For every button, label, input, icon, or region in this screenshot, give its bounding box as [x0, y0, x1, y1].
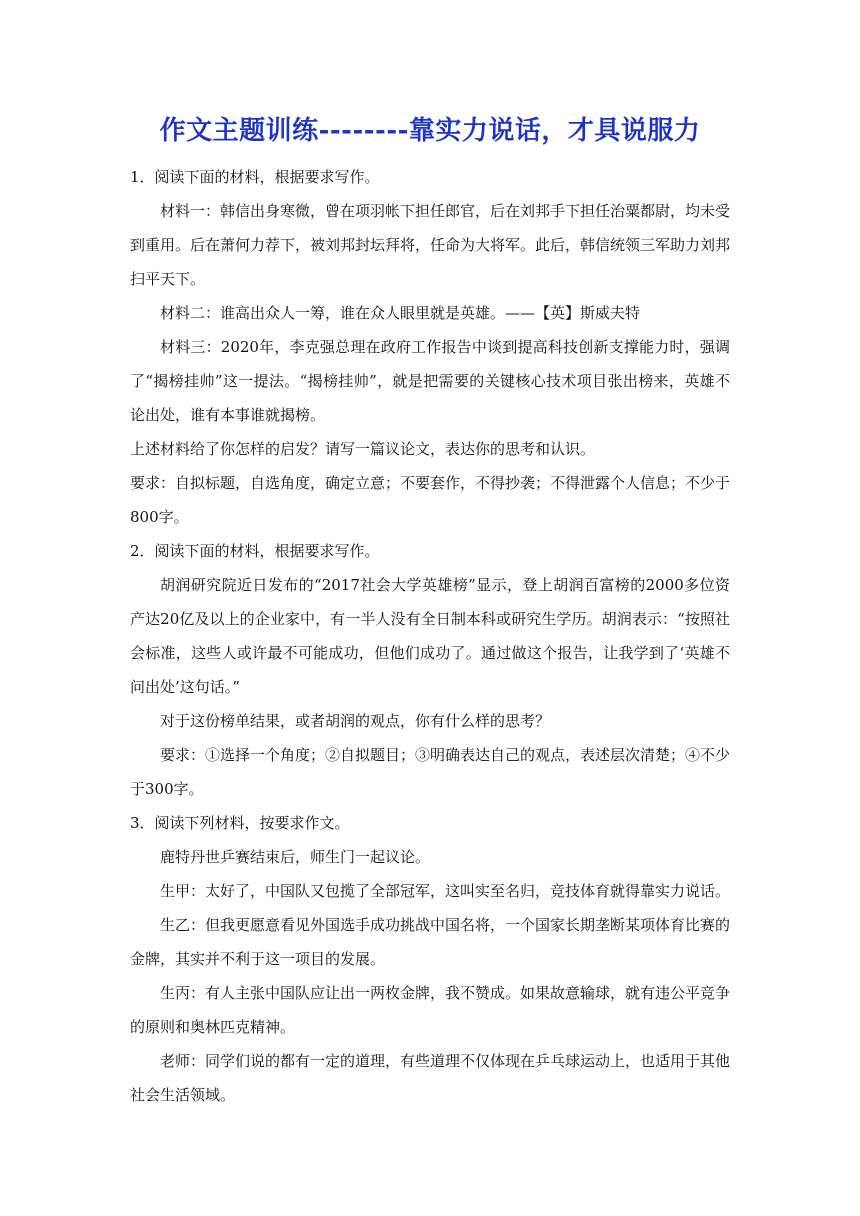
question-1-material-3: 材料三：2020年，李克强总理在政府工作报告中谈到提高科技创新支撑能力时，强调了“揭榜挂帅”这一提法。“揭榜挂帅”，就是把需要的关键核心技术项目张出榜来，英雄不论出处，谁有本事谁就揭榜。: [130, 338, 730, 424]
question-1-prompt: 上述材料给了你怎样的启发？请写一篇议论文，表达你的思考和认识。: [130, 440, 596, 458]
question-3-paragraph-5: 老师：同学们说的都有一定的道理，有些道理不仅体现在乒乓球运动上，也适用于其他社会生活领域。: [130, 1052, 731, 1104]
question-1-material-1: 材料一：韩信出身寒微，曾在项羽帐下担任郎官，后在刘邦手下担任治粟都尉，均未受到重用。后在萧何力荐下，被刘邦封坛拜将，任命为大将军。此后，韩信统领三军助力刘邦扫平天下。: [130, 202, 731, 288]
question-3-heading: 3．阅读下列材料，按要求作文。: [130, 814, 350, 832]
question-2-heading: 2．阅读下面的材料，根据要求写作。: [130, 542, 380, 560]
question-1-heading: 1．阅读下面的材料，根据要求写作。: [130, 168, 380, 186]
question-3-paragraph-1: 鹿特丹世乒赛结束后，师生门一起议论。: [160, 848, 431, 866]
question-3-paragraph-4: 生丙：有人主张中国队应让出一两枚金牌，我不赞成。如果故意输球，就有违公平竞争的原则和奥林匹克精神。: [130, 984, 731, 1036]
question-1-material-2: 材料二：谁高出众人一筹，谁在众人眼里就是英雄。——【英】斯威夫特: [160, 304, 641, 322]
page-title: 作文主题训练--------靠实力说话，才具说服力: [159, 116, 701, 146]
question-2-requirements: 要求：①选择一个角度；②自拟题目；③明确表达自己的观点，表述层次清楚；④不少于300字。: [130, 746, 731, 798]
question-2-material: 胡润研究院近日发布的“2017社会大学英雄榜”显示，登上胡润百富榜的2000多位资产达20亿及以上的企业家中，有一半人没有全日制本科或研究生学历。胡润表示：“按照社会标准，这些人或许最不可能成功，但他们成功了。通过做这个报告，让我学到了‘英雄不问出处’这句话。”: [130, 576, 730, 696]
question-1-requirements: 要求：自拟标题，自选角度，确定立意；不要套作，不得抄袭；不得泄露个人信息；不少于800字。: [130, 474, 731, 526]
question-3-paragraph-2: 生甲：太好了，中国队又包揽了全部冠军，这叫实至名归，竞技体育就得靠实力说话。: [160, 882, 731, 900]
document-body: [130, 160, 730, 1112]
question-3-paragraph-3: 生乙：但我更愿意看见外国选手成功挑战中国名将，一个国家长期垄断某项体育比赛的金牌，其实并不利于这一项目的发展。: [130, 916, 731, 968]
question-2-prompt: 对于这份榜单结果，或者胡润的观点，你有什么样的思考？: [160, 712, 551, 730]
